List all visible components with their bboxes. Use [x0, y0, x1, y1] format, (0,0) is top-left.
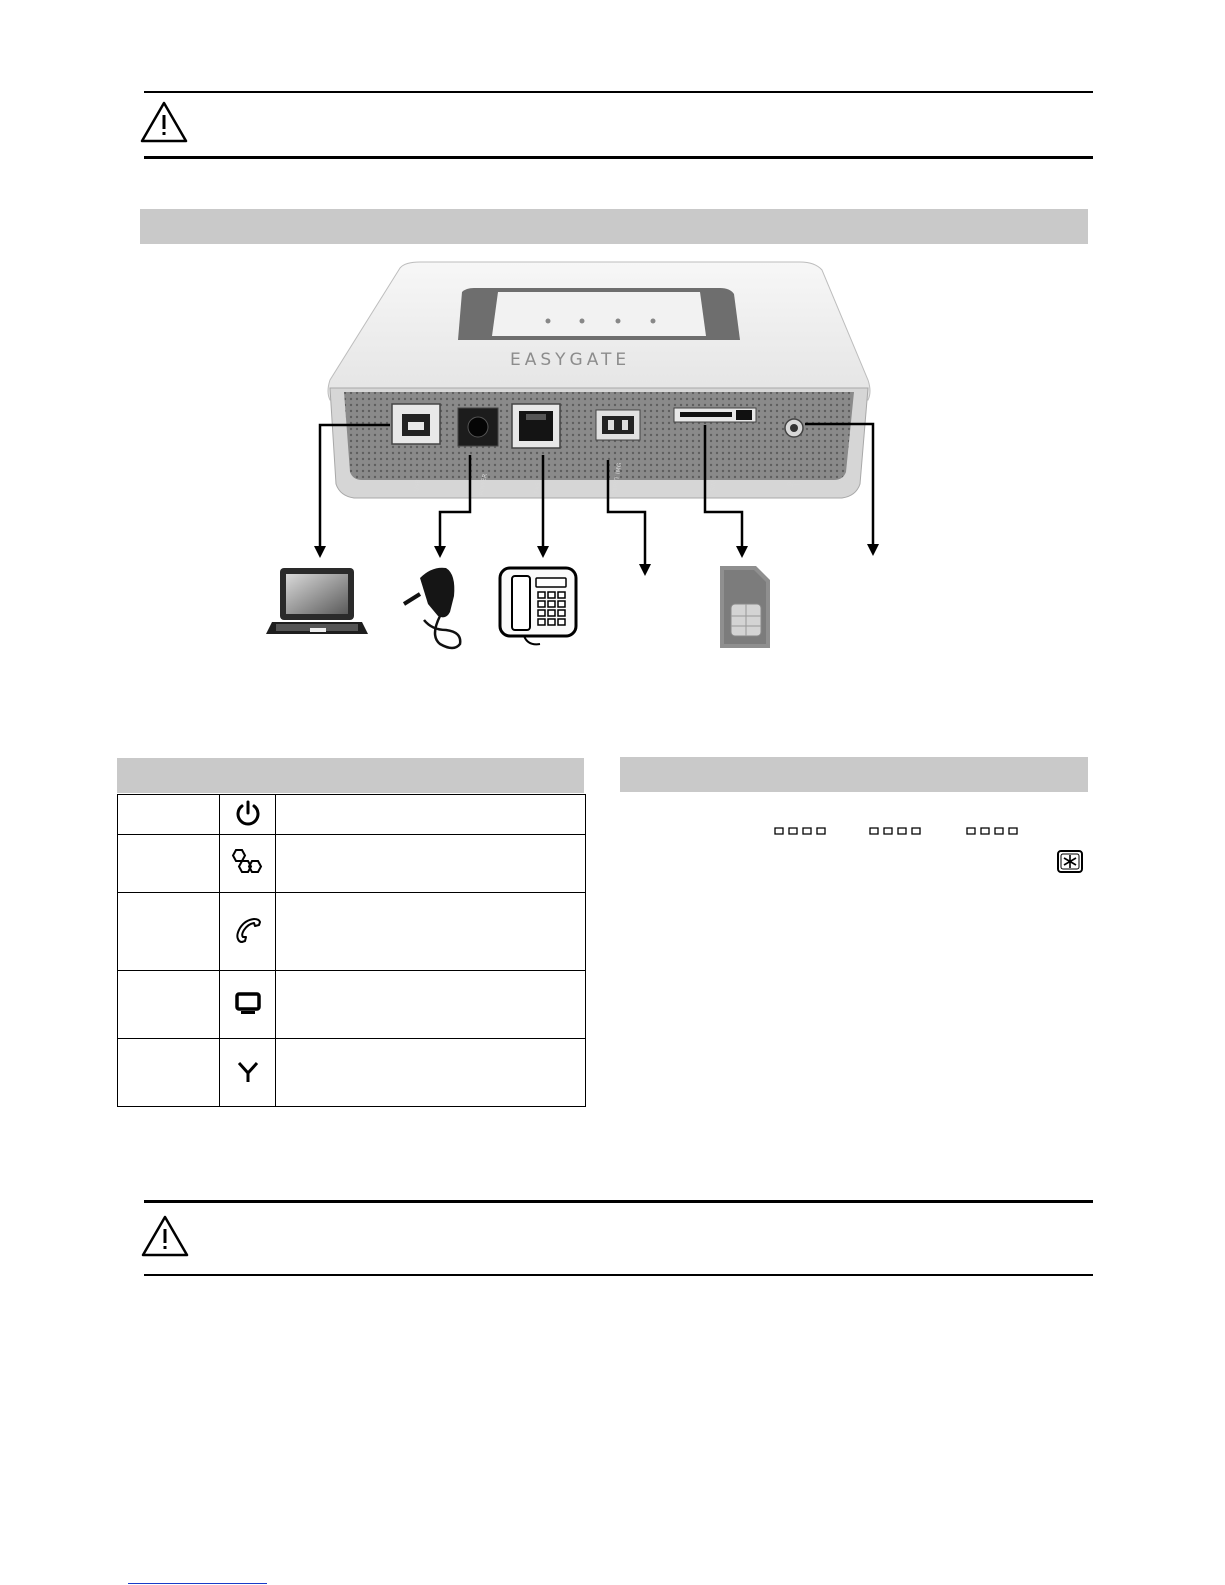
arrow-head-power [434, 546, 446, 558]
sim-slot [674, 408, 756, 422]
laptop-icon [266, 568, 368, 634]
table-row [118, 835, 586, 893]
key-sequence-group-1 [774, 826, 830, 836]
port-label-input: INPUT IMG [611, 462, 624, 495]
table-cell-description [276, 971, 586, 1039]
key-sequence-group-2 [869, 826, 925, 836]
arrow-head-input [639, 564, 651, 576]
arrow-head-reset [867, 544, 879, 556]
sim-card-icon [720, 566, 770, 648]
bottom-warning-rule-bottom [144, 1274, 1093, 1276]
table-cell-description [276, 1039, 586, 1107]
power-adapter-icon [404, 568, 460, 648]
device-connection-diagram [0, 0, 1225, 700]
table-cell-label [118, 795, 220, 835]
table-cell-description [276, 893, 586, 971]
table-cell-label [118, 1039, 220, 1107]
key-panel-header-band [620, 757, 1088, 792]
footnote-separator [128, 1583, 267, 1584]
phone-handset-icon [233, 915, 263, 945]
table-cell-description [276, 795, 586, 835]
led-table-header-band [117, 758, 584, 793]
reset-button [785, 419, 803, 437]
arrow-head-phone [537, 546, 549, 558]
antenna-icon [233, 1056, 263, 1086]
table-row [118, 971, 586, 1039]
router-device [328, 262, 870, 498]
network-hexagon-icon [230, 846, 266, 878]
warning-triangle-icon [140, 1214, 190, 1258]
table-cell-label [118, 971, 220, 1039]
port-label-reset: ⊘/— [787, 481, 801, 488]
desk-phone-icon [500, 568, 576, 644]
arrow-head-sim [736, 546, 748, 558]
table-cell-label [118, 835, 220, 893]
table-row [118, 893, 586, 971]
led-indicator-table [117, 794, 586, 1107]
asterisk-key-icon [1056, 849, 1086, 875]
port-label-power: POWER [478, 473, 489, 497]
power-icon [233, 798, 263, 828]
table-cell-label [118, 893, 220, 971]
device-logo: EASYGATE [510, 350, 631, 370]
monitor-icon [233, 988, 263, 1018]
table-cell-description [276, 835, 586, 893]
table-row [118, 1039, 586, 1107]
input-port [596, 410, 640, 440]
bottom-warning-rule-top [144, 1200, 1093, 1203]
fxs-port [512, 404, 560, 448]
key-sequence-group-3 [966, 826, 1022, 836]
port-label-fxs: FXS [533, 481, 542, 495]
table-row [118, 795, 586, 835]
usb-port [392, 404, 440, 444]
port-label-usb: USB [413, 478, 423, 493]
power-port [458, 408, 498, 446]
arrow-head-laptop [314, 546, 326, 558]
port-label-sim: SIM [709, 480, 718, 493]
